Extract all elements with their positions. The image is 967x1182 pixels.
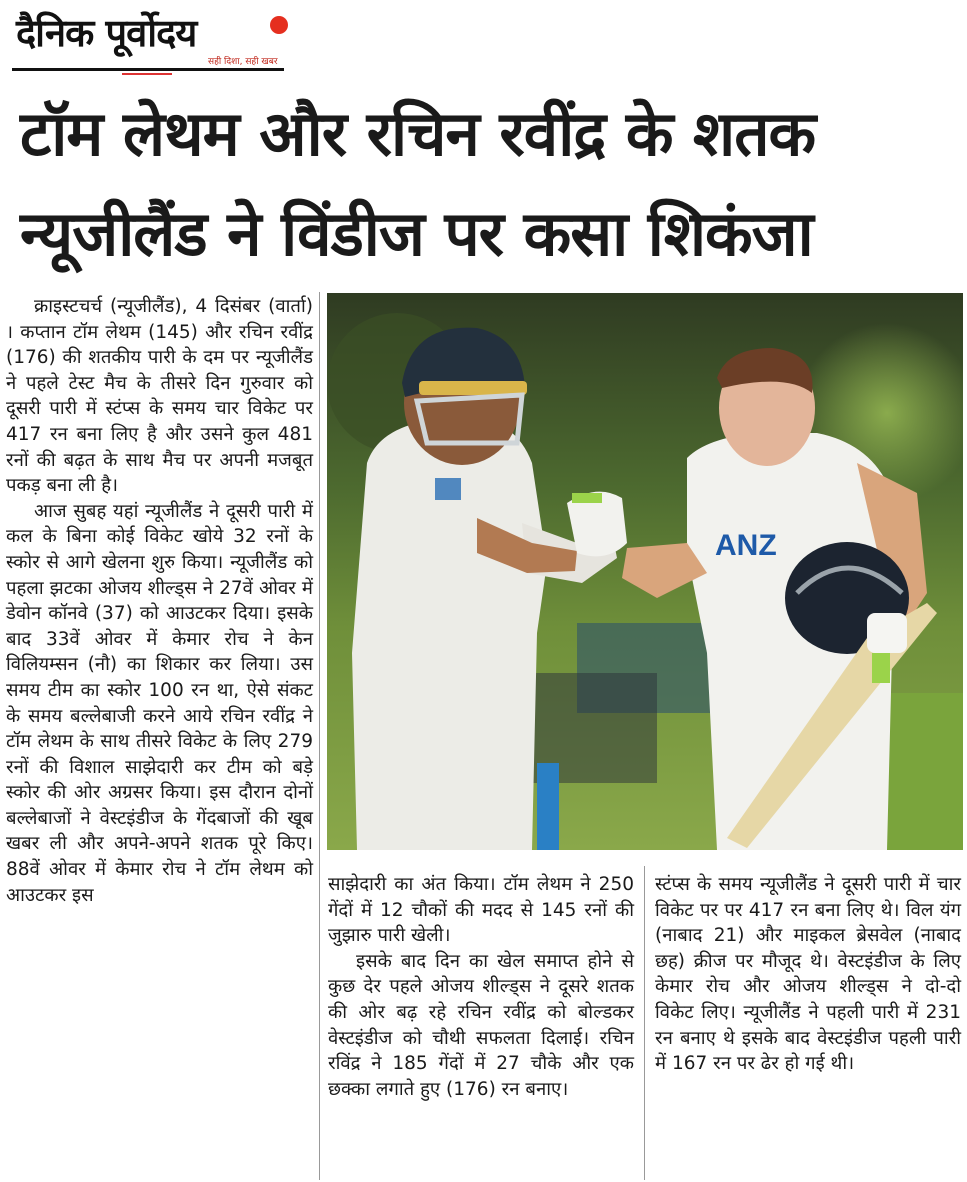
article-column-left [6,294,313,908]
article-paragraph: आज सुबह यहां न्यूजीलैंड ने दूसरी पारी में कल के बिना कोई विकेट खोये 32 रनों के स्कोर से आगे खेलना शुरु किया। न्यूजीलैंड को पहला झटका ओजय शील्ड्स ने 27वें ओवर में डेवोन कॉनवे (37) को आउटकर दिया। इसके बाद 33वें ओवर में केमार रोच ने केन विलियम्सन (नौ) का शिकार कर लिया। उस समय टीम का स्कोर 100 रन था, ऐसे संकट के समय बल्लेबाजी करने आये रचिन रवींद्र ने टॉम लेथम के साथ तीसरे विकेट के लिए 279 रनों की विशाल साझेदारी कर टीम को बड़े स्कोर की ओर अग्रसर किया। इस दौरान दोनों बल्लेबाजों ने वेस्टइंडीज के गेंदबाजों की खूब खबर ली और अपने-अपने शतक पूरे किए। 88वें ओवर में केमार रोच ने टॉम लेथम को आउटकर इस [6,500,313,906]
jersey-logo: ANZ [715,529,777,562]
article-paragraph: स्टंप्स के समय न्यूजीलैंड ने दूसरी पारी में चार विकेट पर पर 417 रन बना लिए थे। विल यंग (नाबाद 21) और माइकल ब्रेसवेल (नाबाद छह) क्रीज पर मौजूद थे। वेस्टइंडीज के लिए केमार रोच और ओजय शील्ड्स ने दो-दो विकेट लिए। न्यूजीलैंड ने पहली पारी में 231 रन बनाए थे इसके बाद वेस्टइंडीज पहली पारी में 167 रन पर ढेर हो गई थी। [655,874,961,1075]
masthead-rule [12,68,284,71]
column-divider [644,866,645,1180]
article-paragraph: साझेदारी का अंत किया। टॉम लेथम ने 250 गेंदों में 12 चौकों की मदद से 145 रनों की जुझारु पारी खेली। [328,874,634,947]
masthead [12,6,284,72]
column-divider [319,292,320,1180]
headline-line-1: टॉम लेथम और रचिन रवींद्र के शतक [20,97,816,170]
article-paragraph: इसके बाद दिन का खेल समाप्त होने से कुछ देर पहले ओजय शील्ड्स ने दूसरे शतक की ओर बढ़ रहे रचिन रवींद्र को बोल्डकर वेस्टइंडीज को चौथी सफलता दिलाई। रचिन रविंद्र ने 185 गेंदों में 27 चौके और एक छक्का लगाते हुए (176) रन बनाए। [328,950,634,1100]
masthead-tagline: सही दिशा, सही खबर [208,57,278,67]
masthead-accent-line [122,73,172,75]
headline [20,84,950,284]
article-paragraph: क्राइस्टचर्च (न्यूजीलैंड), 4 दिसंबर (वार्ता) । कप्तान टॉम लेथम (145) और रचिन रवींद्र (176) की शतकीय पारी के दम पर न्यूजीलैंड ने पहले टेस्ट मैच के तीसरे दिन गुरुवार को दूसरी पारी में स्टंप्स के समय चार विकेट पर 417 रन बना लिए है और उसने कुल 481 रनों की बढ़त के साथ मैच पर अपनी मजबूत पकड़ बना ली है। [6,296,313,497]
masthead-title: दैनिक पूर्वोदय [16,11,197,55]
article-column-right [655,872,961,1077]
masthead-logo-dot [270,16,288,34]
article-column-middle [328,872,634,1102]
cricketers-photo-illustration [327,293,963,850]
news-photo [327,293,963,850]
headline-line-2: न्यूजीलैंड ने विंडीज पर कसा शिकंजा [20,197,813,270]
